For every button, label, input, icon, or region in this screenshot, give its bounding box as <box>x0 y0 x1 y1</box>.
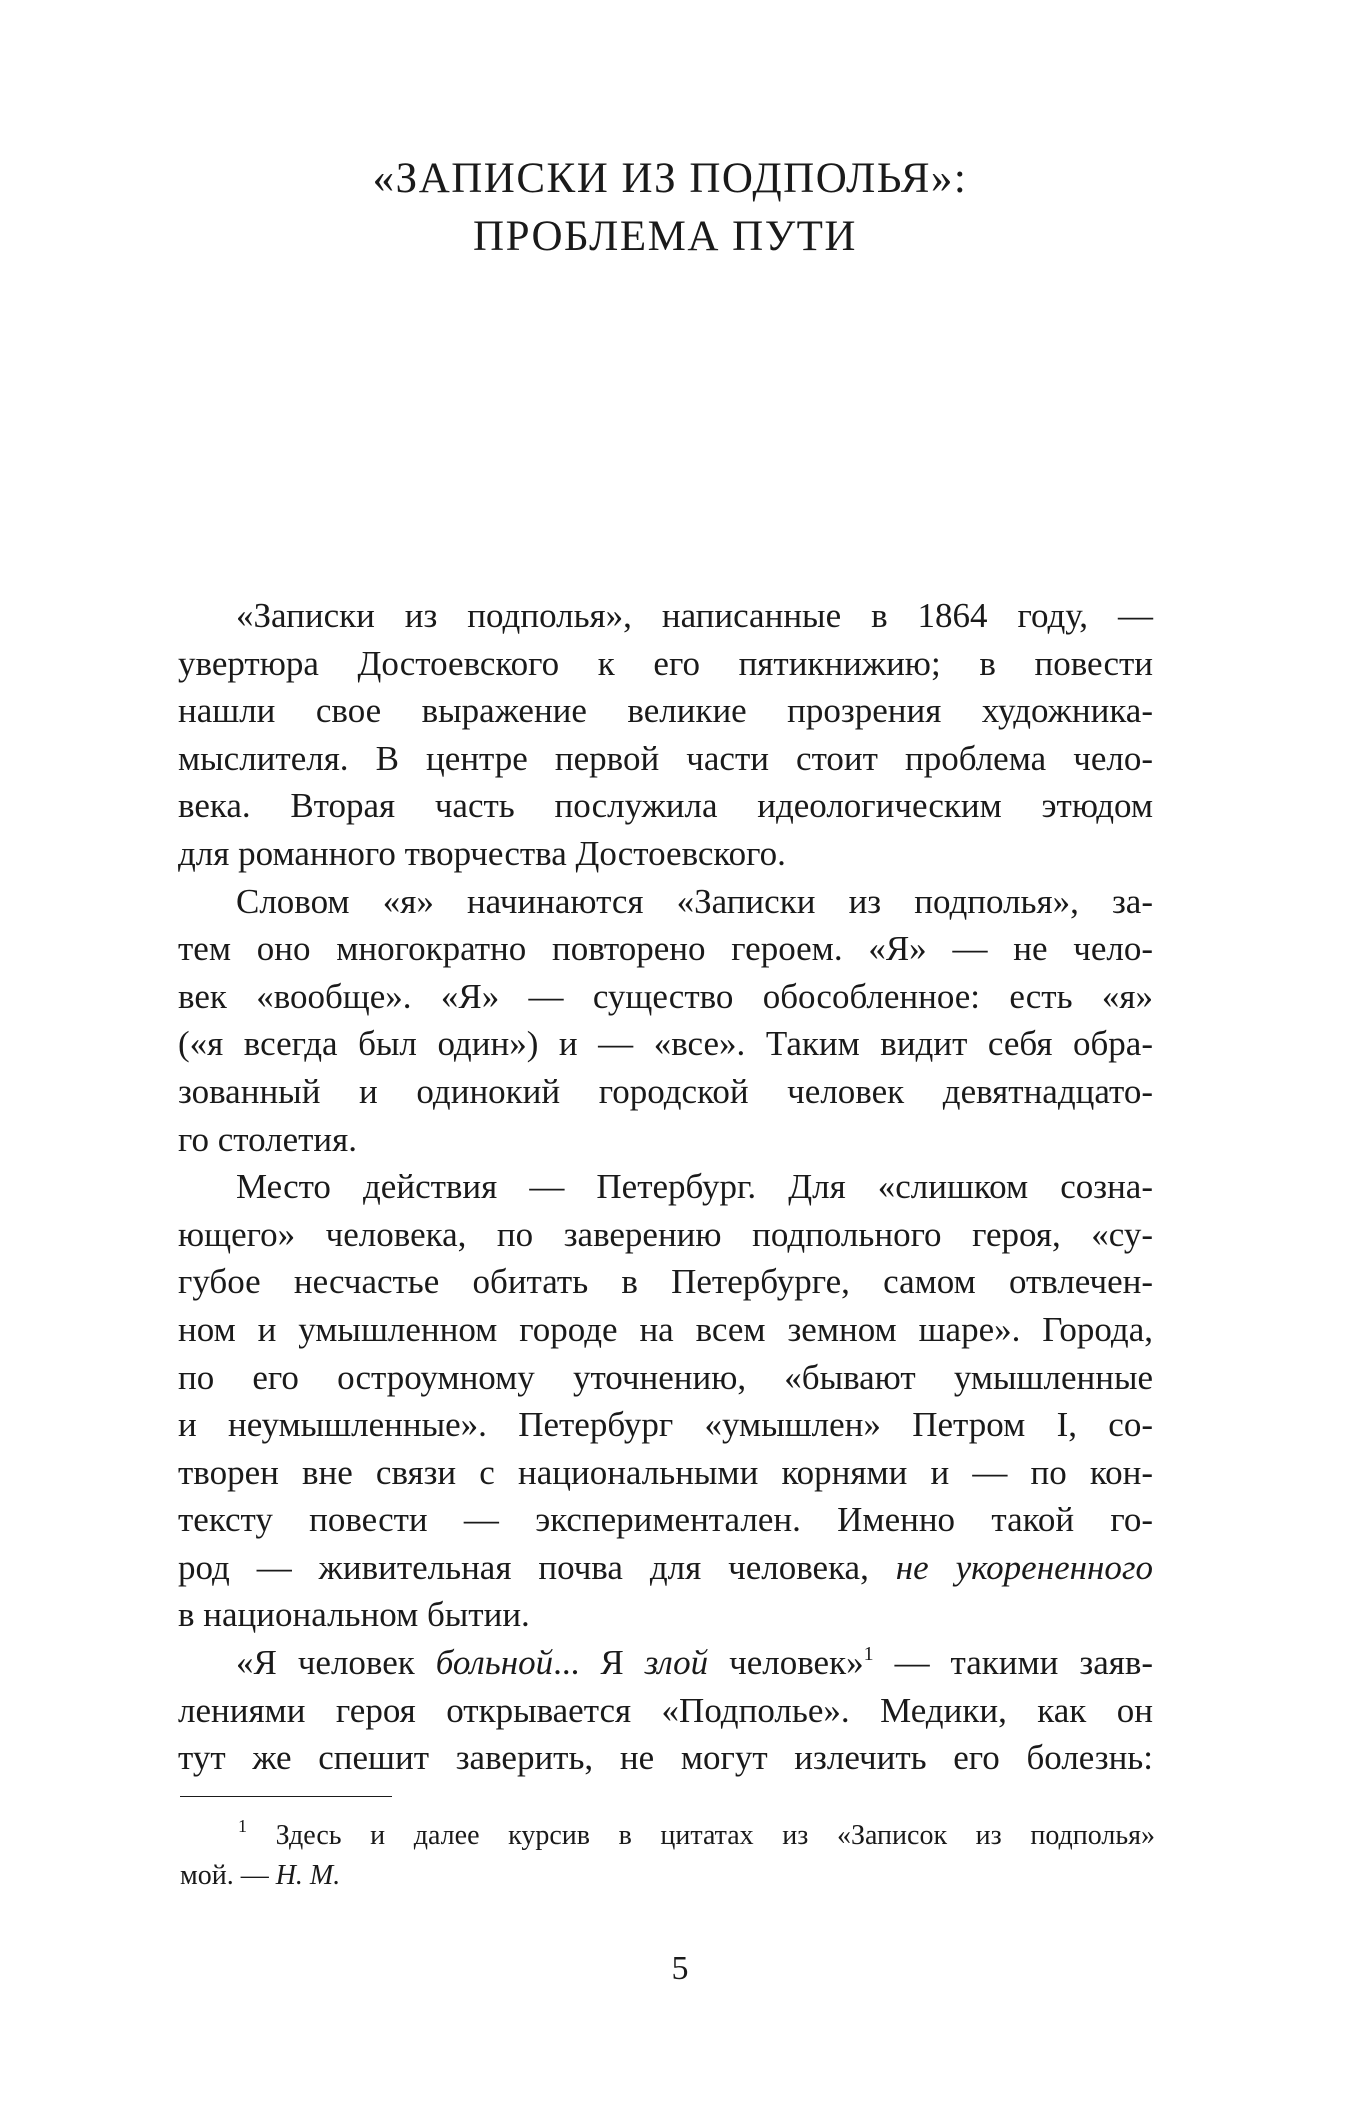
text-line: «Записки из подполья», написанные в 1864 году, — <box>236 596 1153 635</box>
text-segment: ... Я <box>553 1643 624 1683</box>
text-line: го столетия. <box>178 1119 358 1159</box>
text-line <box>178 1639 1153 1687</box>
footnote-text: мой. — <box>180 1860 269 1891</box>
text-segment: человек» <box>729 1643 864 1683</box>
footnote-marker: 1 <box>238 1816 247 1836</box>
text-line: Словом «я» начинаются «Записки из подполья», за- <box>236 881 1153 921</box>
text-line: и неумышленные». Петербург «умышлен» Петром I, со- <box>178 1405 1153 1445</box>
chapter-title-line-1: «ЗАПИСКИ ИЗ ПОДПОЛЬЯ»: <box>372 155 968 202</box>
text-line: тут же спешит заверить, не могут излечить его болезнь: <box>178 1738 1153 1778</box>
text-line: тексту повести — экспериментален. Именно такой го- <box>178 1500 1153 1540</box>
footnote-line <box>180 1856 1155 1896</box>
text-line: в национальном бытии. <box>178 1595 530 1635</box>
text-segment: — такими заяв- <box>873 1643 1154 1683</box>
chapter-title-line-2: ПРОБЛЕМА ПУТИ <box>473 213 857 260</box>
text-line: по его остроумному уточнению, «бывают умышленные <box>178 1357 1153 1397</box>
text-line: Место действия — Петербург. Для «слишком созна- <box>236 1167 1153 1207</box>
text-line: зованный и одинокий городской человек девятнадцато- <box>178 1071 1153 1111</box>
footnote-line <box>180 1816 1155 1856</box>
text-line: для романного творчества Достоевского. <box>178 833 786 873</box>
text-segment: «Я человек <box>236 1643 415 1683</box>
text-line: век «вообще». «Я» — существо обособленное: есть «я» <box>178 976 1153 1016</box>
text-line: века. Вторая часть послужила идеологическим этюдом <box>178 786 1153 826</box>
text-line: губое несчастье обитать в Петербурге, самом отвлечен- <box>178 1262 1153 1302</box>
italic-text: не укорененного <box>895 1547 1153 1587</box>
text-line: ющего» человека, по заверению подпольного героя, «су- <box>178 1214 1153 1254</box>
text-line <box>178 1544 1153 1592</box>
text-line: творен вне связи с национальными корнями и — по кон- <box>178 1452 1153 1492</box>
chapter-title <box>180 150 1160 266</box>
footnote <box>180 1816 1155 1896</box>
body-text <box>178 592 1153 1782</box>
text-line: лениями героя открывается «Подполье». Медики, как он <box>178 1690 1153 1730</box>
footnote-divider <box>180 1796 392 1797</box>
text-line: ном и умышленном городе на всем земном шаре». Города, <box>178 1309 1153 1349</box>
italic-text: злой <box>644 1643 709 1683</box>
page-number: 5 <box>671 1950 689 1987</box>
italic-text: больной <box>435 1643 554 1683</box>
text-line: тем оно многократно повторено героем. «Я» — не чело- <box>178 929 1153 969</box>
text-line: мыслителя. В центре первой части стоит проблема чело- <box>178 738 1153 778</box>
text-line: увертюра Достоевского к его пятикнижию; в повести <box>178 643 1153 683</box>
text-line: нашли свое выражение великие прозрения художника- <box>178 691 1153 731</box>
footnote-text: Здесь и далее курсив в цитатах из «Записок из подполья» <box>275 1820 1155 1851</box>
footnote-author: Н. М. <box>275 1860 341 1891</box>
text-segment: род — живительная почва для человека, <box>178 1547 869 1587</box>
text-line: («я всегда был один») и — «все». Таким видит себя обра- <box>178 1024 1153 1064</box>
footnote-reference[interactable]: 1 <box>863 1643 874 1666</box>
